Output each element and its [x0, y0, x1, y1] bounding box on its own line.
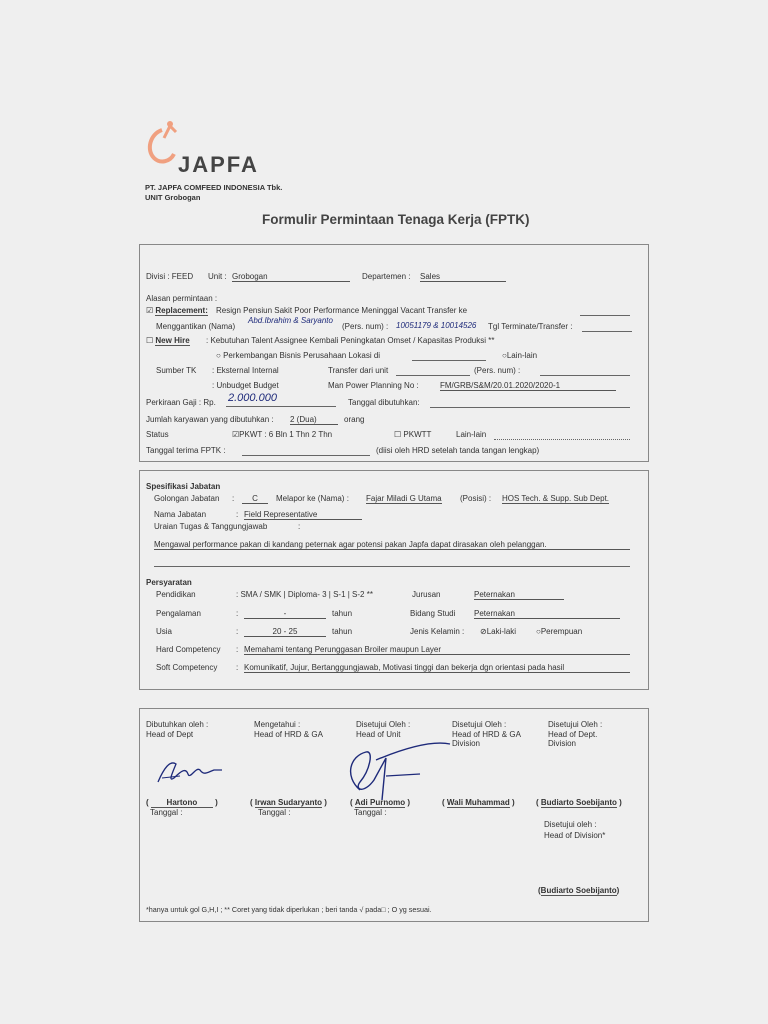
- jenis-kelamin-label: Jenis Kelamin :: [410, 627, 465, 636]
- dibutuhkan-role: Head of Dept: [146, 730, 194, 739]
- jumlah-value: 2 (Dua): [290, 415, 338, 425]
- replacement-options[interactable]: Resign Pensiun Sakit Poor Performance Meninggal Vacant Transfer ke: [216, 306, 468, 315]
- status-lain-line: [494, 439, 630, 440]
- radio-icon: ○: [216, 351, 224, 360]
- tgl-dibutuhkan-label: Tanggal dibutuhkan:: [348, 398, 420, 407]
- mpp-value: FM/GRB/S&M/20.01.2020/2020-1: [440, 381, 616, 391]
- melapor-label: Melapor ke (Nama) :: [276, 494, 349, 503]
- tgl-terminate-line: [582, 331, 632, 332]
- company-unit: UNIT Grobogan: [145, 193, 201, 202]
- new-hire-label: New Hire: [155, 336, 190, 345]
- laki-label: Laki-laki: [486, 627, 517, 636]
- checked-radio-icon: ⊘: [480, 627, 487, 636]
- jurusan-label: Jurusan: [412, 590, 441, 599]
- nama-jabatan-value: Field Representative: [244, 510, 362, 520]
- uraian-line-2: [154, 566, 630, 567]
- approver3-name: Adi Purnomo: [354, 798, 406, 807]
- unchecked-box-icon: ☐: [146, 336, 156, 345]
- mpp-label: Man Power Planning No :: [328, 381, 419, 390]
- approver2: ( Irwan Sudaryanto ): [250, 798, 327, 807]
- usia-label: Usia: [156, 627, 173, 636]
- menggantikan-label: Menggantikan (Nama): [156, 322, 236, 331]
- dept-value: Sales: [420, 272, 506, 282]
- approver1-name: Hartono: [151, 798, 213, 808]
- pers-num-label: (Pers. num) :: [342, 322, 389, 331]
- golongan-label: Golongan Jabatan: [154, 494, 220, 503]
- approver4: ( Wali Muhammad ): [442, 798, 515, 807]
- pengalaman-value: -: [244, 609, 326, 619]
- usia-tahun: tahun: [332, 627, 353, 636]
- pers-num2-line: [540, 375, 630, 376]
- lain-lain-option[interactable]: [502, 351, 537, 360]
- transfer-dari-line: [396, 375, 470, 376]
- mengetahui-label: Mengetahui :: [254, 720, 301, 729]
- status-label: Status: [146, 430, 169, 439]
- tgl-terminate-label: Tgl Terminate/Transfer :: [488, 322, 573, 331]
- gaji-value: 2.000.000: [228, 392, 277, 404]
- tgl-dibutuhkan-line: [430, 407, 630, 408]
- golongan-value: C: [242, 494, 268, 504]
- new-hire-options[interactable]: : Kebutuhan Talent Assignee Kembali Peningkatan Omset / Kapasitas Produksi **: [206, 336, 495, 345]
- hard-competency-label: Hard Competency: [156, 645, 221, 654]
- orang-label: orang: [344, 415, 365, 424]
- dept-label: Departemen :: [362, 272, 411, 281]
- sumber-options[interactable]: : Eksternal Internal: [212, 366, 279, 375]
- disetujui2-role: Head of HRD & GA Division: [452, 730, 521, 748]
- approver1: ( Hartono ): [146, 798, 218, 807]
- persyaratan-heading: Persyaratan: [146, 578, 192, 587]
- disetujui1-label: Disetujui Oleh :: [356, 720, 411, 729]
- jurusan-value: Peternakan: [474, 590, 564, 600]
- status-options[interactable]: [232, 430, 332, 439]
- uraian-value: Mengawal performance pakan di kandang peternak agar potensi pakan Japfa dapat dirasakan oleh pelanggan.: [154, 540, 630, 550]
- unchecked-box-icon: ☐: [394, 430, 404, 439]
- replacement-checkbox[interactable]: [146, 306, 208, 316]
- checked-box-icon: ☑: [146, 306, 156, 315]
- laki-option[interactable]: [480, 627, 516, 636]
- disetujui4-label: Disetujui oleh :: [544, 820, 597, 829]
- pendidikan-label: Pendidikan: [156, 590, 196, 599]
- signature-icon: [150, 748, 230, 798]
- tgl-terima-note: (diisi oleh HRD setelah tanda tangan lengkap): [376, 446, 540, 455]
- logo-text: JAPFA: [178, 152, 259, 177]
- replacement-label: Replacement:: [155, 306, 208, 315]
- nama-jabatan-label: Nama Jabatan: [154, 510, 207, 519]
- approver5: ( Budiarto Soebijanto ): [536, 798, 622, 807]
- approver6-name: Budiarto Soebijanto: [540, 886, 617, 895]
- soft-competency-label: Soft Competency: [156, 663, 218, 672]
- lain-lain-label: Lain-lain: [506, 351, 538, 360]
- status-lain-label: Lain-lain: [456, 430, 487, 439]
- radio-icon: ○: [536, 627, 541, 636]
- tanggal-1: Tanggal :: [150, 808, 183, 817]
- gaji-label: Perkiraan Gaji : Rp.: [146, 398, 216, 407]
- company-name: PT. JAPFA COMFEED INDONESIA Tbk.: [145, 183, 283, 192]
- melapor-value: Fajar Miladi G Utama: [366, 494, 442, 503]
- status-options-label: PKWT : 6 Bln 1 Thn 2 Thn: [239, 430, 333, 439]
- menggantikan-value: Abd.Ibrahim & Saryanto: [248, 316, 333, 325]
- hard-competency-value: Memahami tentang Perunggasan Broiler maupun Layer: [244, 645, 630, 655]
- spesifikasi-heading: Spesifikasi Jabatan: [146, 482, 221, 491]
- unit-label: Unit :: [208, 272, 227, 281]
- budget-options[interactable]: : Unbudget Budget: [212, 381, 279, 390]
- posisi-value: HOS Tech. & Supp. Sub Dept.: [502, 494, 610, 503]
- perkembangan-label: Perkembangan Bisnis Perusahaan Lokasi di: [223, 351, 381, 360]
- pkwtt-option[interactable]: [394, 430, 431, 439]
- approver2-name: Irwan Sudaryanto: [254, 798, 323, 807]
- signature-hartono: [150, 748, 230, 798]
- gaji-line: [226, 406, 336, 407]
- jumlah-label: Jumlah karyawan yang dibutuhkan :: [146, 415, 274, 424]
- pkwtt-label: PKWTT: [403, 430, 432, 439]
- divisi-label: Divisi : FEED: [146, 272, 194, 281]
- pers-num2-label: (Pers. num) :: [474, 366, 521, 375]
- approver3: ( Adi Purnomo ): [350, 798, 410, 807]
- transfer-line: [580, 315, 630, 316]
- disetujui3-role: Head of Dept. Division: [548, 730, 598, 748]
- disetujui3-label: Disetujui Oleh :: [548, 720, 603, 729]
- mengetahui-role: Head of HRD & GA: [254, 730, 323, 739]
- form-title: Formulir Permintaan Tenaga Kerja (FPTK): [262, 212, 530, 227]
- disetujui2-label: Disetujui Oleh :: [452, 720, 507, 729]
- approver4-name: Wali Muhammad: [446, 798, 510, 807]
- tgl-terima-line: [242, 455, 370, 456]
- usia-value: 20 - 25: [244, 627, 326, 637]
- disetujui4-role: Head of Division*: [544, 831, 606, 840]
- soft-competency-value: Komunikatif, Jujur, Bertanggungjawab, Motivasi tinggi dan bekerja dgn orientasi pada hasil: [244, 663, 630, 673]
- new-hire-checkbox[interactable]: [146, 336, 190, 346]
- footnote: *hanya untuk gol G,H,I ; ** Coret yang tidak diperlukan ; beri tanda √ pada□ ; O yg sesuai.: [146, 905, 432, 914]
- pendidikan-value: : SMA / SMK | Diploma- 3 | S-1 | S-2 **: [236, 590, 373, 599]
- disetujui1-role: Head of Unit: [356, 730, 401, 739]
- unit-value: Grobogan: [232, 272, 350, 282]
- approver5-name: Budiarto Soebijanto: [540, 798, 617, 807]
- perkembangan-option[interactable]: [216, 351, 380, 360]
- transfer-dari-label: Transfer dari unit: [328, 366, 389, 375]
- tanggal-2: Tanggal :: [258, 808, 291, 817]
- posisi-label: (Posisi) :: [460, 494, 492, 503]
- tgl-terima-label: Tanggal terima FPTK :: [146, 446, 226, 455]
- uraian-label: Uraian Tugas & Tanggungjawab: [154, 522, 268, 531]
- perempuan-label: Perempuan: [540, 627, 583, 636]
- dibutuhkan-label: Dibutuhkan oleh :: [146, 720, 209, 729]
- lokasi-line: [412, 360, 486, 361]
- pers-num-value: 10051179 & 10014526: [396, 321, 477, 330]
- approver6: (Budiarto Soebijanto): [538, 886, 620, 895]
- checked-box-icon: ☑: [232, 430, 240, 439]
- radio-icon: ○: [502, 351, 507, 360]
- tanggal-3: Tanggal :: [354, 808, 387, 817]
- pengalaman-tahun: tahun: [332, 609, 353, 618]
- pengalaman-label: Pengalaman: [156, 609, 201, 618]
- alasan-label: Alasan permintaan :: [146, 294, 218, 303]
- sumber-tk-label: Sumber TK: [156, 366, 197, 375]
- bidang-studi-label: Bidang Studi: [410, 609, 456, 618]
- perempuan-option[interactable]: [536, 627, 582, 636]
- bidang-studi-value: Peternakan: [474, 609, 620, 619]
